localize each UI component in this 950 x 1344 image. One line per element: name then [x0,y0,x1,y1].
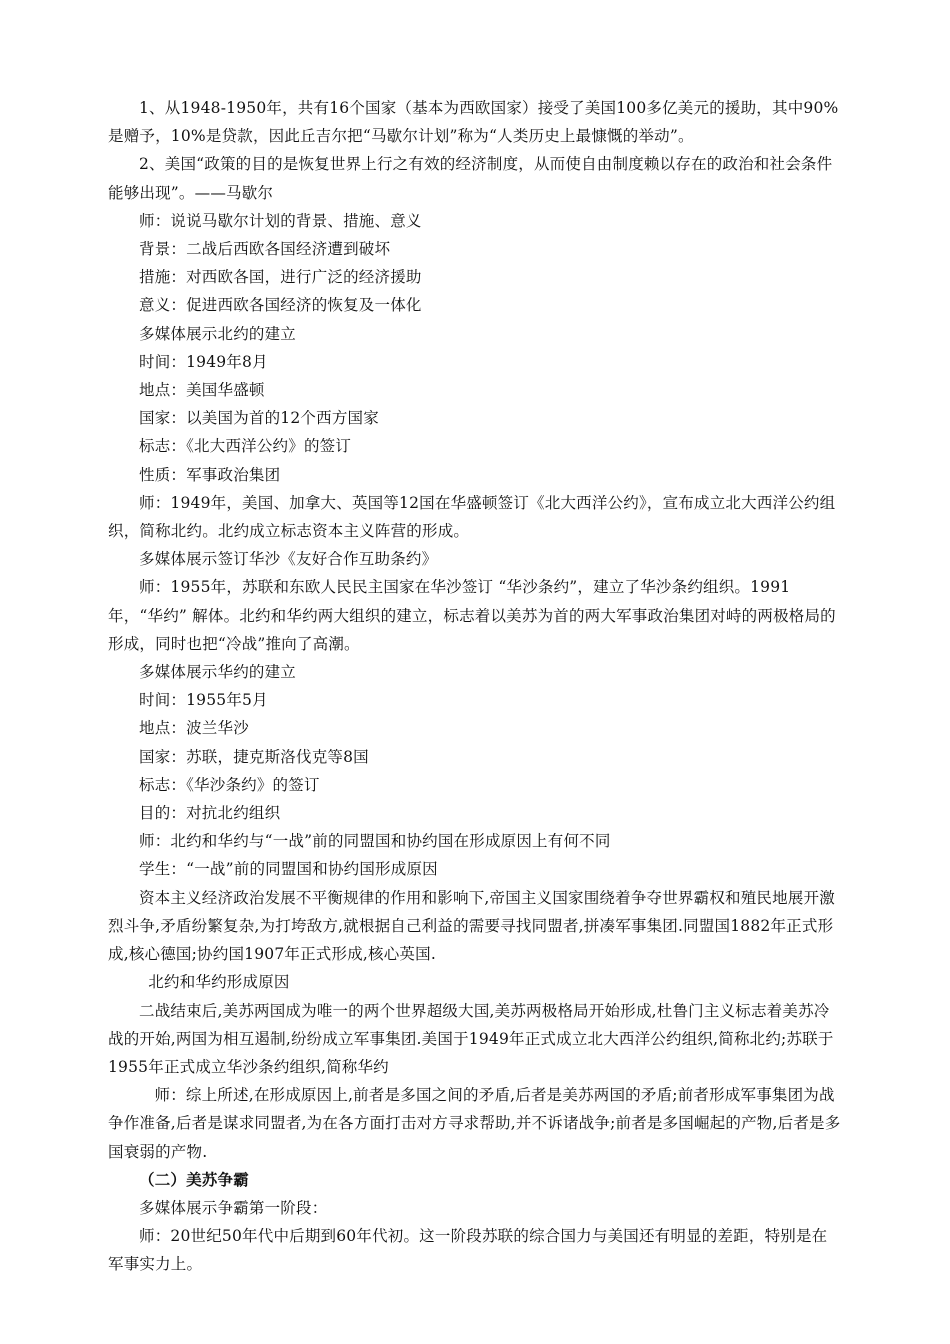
paragraph-teacher-summary: 师：综上所述,在形成原因上,前者是多国之间的矛盾,后者是美苏两国的矛盾;前者形成军事集团为战争作准备,后者是谋求同盟者,为在各方面打击对方寻求帮助,并不诉诸战争;前者是多国崛起的产物,后者是多国衰弱的产物. [108,1086,841,1161]
paragraph-nato-time: 时间：1949年8月 [139,352,268,371]
paragraph-warsaw-heading: 多媒体展示华约的建立 [139,663,297,682]
paragraph-nato-heading: 多媒体展示北约的建立 [139,324,297,343]
paragraph-warsaw-sign: 标志：《华沙条约》的签订 [139,775,320,794]
paragraph-warsaw-time: 时间：1955年5月 [139,691,268,710]
paragraph-wwi-causes: 资本主义经济政治发展不平衡规律的作用和影响下,帝国主义国家围绕着争夺世界霸权和殖民地展开激烈斗争,矛盾纷繁复杂,为打垮敌方,就根据自己利益的需要寻找同盟者,拼凑军事集团.同盟国1882年正式形成,核心德国;协约国1907年正式形成,核心英国. [108,888,835,964]
paragraph-nato-nature: 性质：军事政治集团 [139,465,281,484]
document-page [108,94,842,1279]
paragraph-warsaw-countries: 国家：苏联，捷克斯洛伐克等8国 [139,747,369,766]
paragraph-marshall-quote: 2、美国“政策的目的是恢复世界上行之有效的经济制度，从而使自由制度赖以存在的政治和社会条件能够出现”。——马歇尔 [108,155,833,202]
paragraph-significance: 意义：促进西欧各国经济的恢复及一体化 [139,296,422,315]
paragraph-warsaw-place: 地点：波兰华沙 [139,719,249,738]
paragraph-warsaw-purpose: 目的：对抗北约组织 [139,804,281,823]
paragraph-teacher-nato: 师：1949年，美国、加拿大、英国等12国在华盛顿签订《北大西洋公约》，宣布成立北大西洋公约组织，简称北约。北约成立标志资本主义阵营的形成。 [108,493,836,541]
paragraph-nato-warsaw-causes-heading: 北约和华约形成原因 [148,973,290,992]
paragraph-nato-warsaw-causes: 二战结束后,美苏两国成为唯一的两个世界超级大国,美苏两极格局开始形成,杜鲁门主义标志着美苏冷战的开始,两国为相互遏制,纷纷成立军事集团.美国于1949年正式成立北大西洋公约组织,简称北约;苏联于1955年正式成立华沙条约组织,简称华约 [108,1001,834,1076]
paragraph-student-answer: 学生：“一战”前的同盟国和协约国形成原因 [139,860,438,879]
paragraph-teacher-warsaw: 师：1955年，苏联和东欧人民民主国家在华沙签订 “华沙条约”，建立了华沙条约组织。1991年，“华约” 解体。北约和华约两大组织的建立，标志着以美苏为首的两大军事政治集团对峙的两极格局的形成，同时也把“冷战”推向了高潮。 [108,578,836,653]
paragraph-measures: 措施：对西欧各国，进行广泛的经济援助 [139,268,422,287]
paragraph-rivalry-stage-one: 多媒体展示争霸第一阶段： [139,1198,328,1217]
paragraph-marshall-aid: 1、从1948-1950年，共有16个国家（基本为西欧国家）接受了美国100多亿美元的援助，其中90%是赠予，10%是贷款，因此丘吉尔把“马歇尔计划”称为“人类历史上最慷慨的举动”。 [108,99,839,146]
paragraph-teacher-stage-one: 师：20世纪50年代中后期到60年代初。这一阶段苏联的综合国力与美国还有明显的差距，特别是在军事实力上。 [108,1227,828,1274]
paragraph-teacher-question-marshall: 师：说说马歇尔计划的背景、措施、意义 [139,211,422,230]
paragraph-background: 背景：二战后西欧各国经济遭到破坏 [139,240,391,259]
paragraph-nato-place: 地点：美国华盛顿 [139,381,265,400]
section-heading-us-soviet-rivalry: （二）美苏争霸 [139,1169,249,1189]
paragraph-teacher-compare: 师：北约和华约与“一战”前的同盟国和协约国在形成原因上有何不同 [139,832,611,851]
paragraph-nato-sign: 标志：《北大西洋公约》的签订 [139,437,352,456]
paragraph-nato-countries: 国家：以美国为首的12个西方国家 [139,409,379,428]
paragraph-warsaw-treaty-heading: 多媒体展示签订华沙《友好合作互助条约》 [139,550,438,569]
